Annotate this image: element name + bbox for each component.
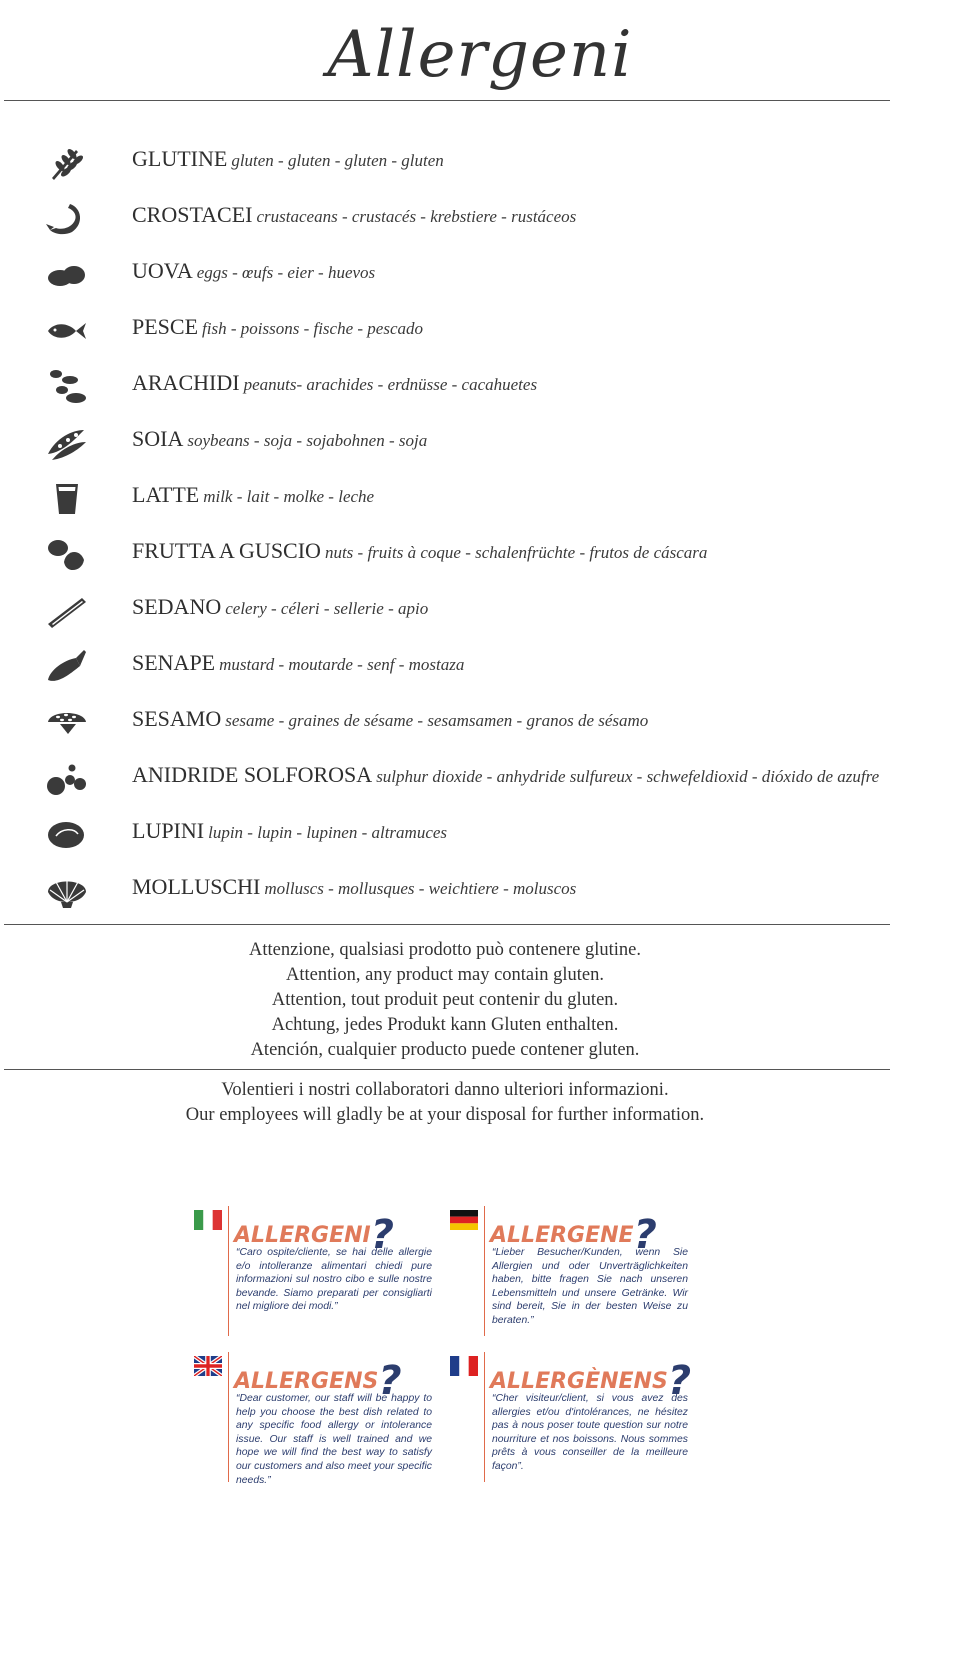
sulphites-icon <box>46 760 88 798</box>
question-mark-icon: ? <box>633 1212 657 1258</box>
allergen-row-molluschi <box>0 868 960 924</box>
allergen-name: SENAPE <box>132 650 216 675</box>
card-text: “Dear customer, our staff will be happy to help you choose the best dish related to any specific food allergy or intolerance issue. Our staff is well trained and we hope we will find the best way to satisfy our customers and also meet your specific needs.” <box>236 1393 432 1486</box>
allergy-card-german <box>450 1198 700 1338</box>
page-title <box>0 18 960 92</box>
celery-icon <box>46 592 88 630</box>
nuts-icon <box>46 536 88 574</box>
sesame-icon <box>46 704 88 742</box>
gluten-notice-line: Achtung, jedes Produkt kann Gluten enthalten. <box>271 1015 619 1035</box>
allergen-row-uova <box>0 252 960 308</box>
allergen-name: SESAMO <box>132 706 222 731</box>
question-mark-icon: ? <box>667 1358 692 1404</box>
allergen-name: SOIA <box>132 426 184 451</box>
allergen-row-pesce <box>0 308 960 364</box>
allergy-card-french <box>450 1344 700 1484</box>
page-title-text: Allergeni <box>327 18 633 92</box>
france-flag-icon <box>450 1356 478 1376</box>
allergen-translations: sesame - graines de sésame - sesamsamen - granos de sésamo <box>225 711 649 730</box>
allergen-name: PESCE <box>132 314 199 339</box>
uk-flag-icon <box>194 1356 222 1376</box>
germany-flag-icon <box>450 1210 478 1230</box>
card-text: “Cher visiteur/client, si vous avez des allergies et/ou d'intolérances, ne hésitez pas à nous poser toute question sur notre nourriture et nos boissons. Nous sommes prêts à vous conseiller de la meilleure façon”. <box>492 1393 688 1472</box>
allergen-translations: crustaceans - crustacés - krebstiere - rustáceos <box>256 207 577 226</box>
shrimp-icon <box>46 200 88 238</box>
gluten-notice-line: Atención, cualquier producto puede contener gluten. <box>250 1040 640 1060</box>
allergen-name: SEDANO <box>132 594 222 619</box>
mustard-icon <box>46 648 88 686</box>
card-text: “Lieber Besucher/Kunden, wenn Sie Allergien und oder Unverträglichkeiten haben, bitte fragen Sie nach unseren Lebensmitteln und unsere Getränke. Wir sind bereit, Sie in der besten Weise zu beraten.” <box>492 1247 688 1326</box>
allergen-row-anidride-solforosa <box>0 756 960 812</box>
wheat-icon <box>46 144 88 182</box>
allergen-translations: lupin - lupin - lupinen - altramuces <box>208 823 448 842</box>
card-title-text: ALLERGENS <box>234 1369 379 1394</box>
italy-flag-icon <box>194 1210 222 1230</box>
allergen-row-senape <box>0 644 960 700</box>
allergen-translations: eggs - œufs - eier - huevos <box>196 263 376 282</box>
allergen-translations: fish - poissons - fische - pescado <box>202 319 424 338</box>
allergen-row-lupini <box>0 812 960 868</box>
allergen-name: LATTE <box>132 482 200 507</box>
allergen-name: ARACHIDI <box>132 370 240 395</box>
allergen-name: FRUTTA A GUSCIO <box>132 538 321 563</box>
card-divider <box>484 1352 485 1482</box>
gluten-notice-line: Attention, any product may contain gluten. <box>285 965 605 985</box>
info-notice-line: Volentieri i nostri collaboratori danno ulteriori informazioni. <box>221 1080 669 1100</box>
allergen-translations: peanuts- arachides - erdnüsse - cacahuetes <box>243 375 538 394</box>
card-divider <box>228 1352 229 1482</box>
allergen-translations: soybeans - soja - sojabohnen - soja <box>187 431 428 450</box>
card-text: “Caro ospite/cliente, se hai delle allergie e/o intolleranze alimentari chiedi pure informazioni sul nostro cibo e sulle nostre bevande. Siamo preparati per consigliarti nel migliore dei modi.” <box>236 1247 432 1313</box>
card-title-text: ALLERGENE <box>490 1223 634 1248</box>
allergen-translations: milk - lait - molke - leche <box>203 487 375 506</box>
allergen-name: CROSTACEI <box>132 202 253 227</box>
allergen-row-soia <box>0 420 960 476</box>
gluten-notice-line: Attention, tout produit peut contenir du gluten. <box>271 990 619 1010</box>
allergen-translations: sulphur dioxide - anhydride sulfureux - schwefeldioxid - dióxido de azufre <box>376 767 880 786</box>
question-mark-icon: ? <box>370 1212 394 1258</box>
allergen-row-latte <box>0 476 960 532</box>
allergen-name: ANIDRIDE SOLFOROSA <box>132 762 373 787</box>
milk-glass-icon <box>46 480 88 518</box>
shell-icon <box>46 872 88 910</box>
allergen-name: UOVA <box>132 258 193 283</box>
gluten-notice-bottom-divider <box>4 1069 890 1070</box>
card-title-text: ALLERGÈNENS <box>490 1369 668 1394</box>
top-divider <box>4 100 890 101</box>
allergen-row-frutta-a-guscio <box>0 532 960 588</box>
fish-icon <box>46 312 88 350</box>
allergy-card-english <box>194 1344 444 1484</box>
allergen-row-glutine <box>0 140 960 196</box>
info-notice-line: Our employees will gladly be at your disposal for further information. <box>185 1105 705 1125</box>
card-title-text: ALLERGENI <box>234 1223 371 1248</box>
allergen-row-crostacei <box>0 196 960 252</box>
allergen-translations: mustard - moutarde - senf - mostaza <box>219 655 465 674</box>
allergen-translations: nuts - fruits à coque - schalenfrüchte - frutos de cáscara <box>324 543 708 562</box>
info-notice <box>0 1078 890 1128</box>
peanuts-icon <box>46 368 88 406</box>
allergen-name: LUPINI <box>132 818 205 843</box>
question-mark-icon: ? <box>378 1358 402 1404</box>
allergen-row-sedano <box>0 588 960 644</box>
gluten-notice <box>0 938 890 1063</box>
allergen-name: GLUTINE <box>132 146 228 171</box>
lupin-icon <box>46 816 88 854</box>
soybean-icon <box>46 424 88 462</box>
allergen-translations: molluscs - mollusques - weichtiere - moluscos <box>264 879 577 898</box>
allergen-name: MOLLUSCHI <box>132 874 261 899</box>
allergen-translations: celery - céleri - sellerie - apio <box>225 599 429 618</box>
card-divider <box>228 1206 229 1336</box>
allergen-translations: gluten - gluten - gluten - gluten <box>231 151 444 170</box>
allergen-row-arachidi <box>0 364 960 420</box>
gluten-notice-top-divider <box>4 924 890 925</box>
eggs-icon <box>46 256 88 294</box>
card-divider <box>484 1206 485 1336</box>
gluten-notice-line: Attenzione, qualsiasi prodotto può contenere glutine. <box>249 940 641 960</box>
allergy-card-italian <box>194 1198 444 1338</box>
allergen-row-sesamo <box>0 700 960 756</box>
